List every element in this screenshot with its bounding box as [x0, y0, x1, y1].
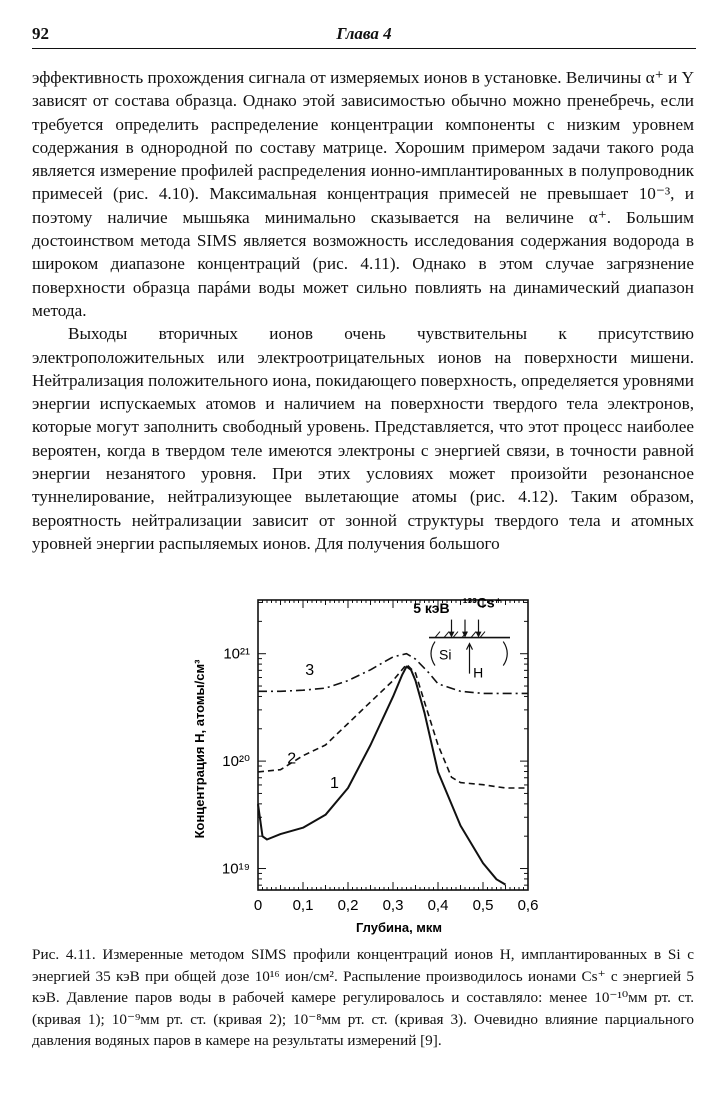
inset-implant-label: H	[473, 664, 484, 681]
inset-h-bracket	[503, 642, 507, 666]
series-1-line	[258, 664, 506, 885]
plot-frame	[258, 600, 528, 890]
y-tick-label: 10²⁰	[222, 753, 250, 771]
x-tick-label: 0	[253, 897, 263, 914]
series-1-label: 1	[330, 774, 339, 792]
series-3-label: 3	[305, 662, 315, 680]
inset-hatch	[444, 632, 449, 638]
concentration-profile-chart	[180, 588, 560, 938]
inset-energy-label: 5 кэВ	[413, 599, 450, 616]
inset-ion-label: ¹³³Cs⁺	[462, 594, 503, 611]
inset-implant-arrow	[467, 644, 473, 674]
inset-si-bracket	[431, 642, 435, 666]
series-2-label: 2	[287, 750, 297, 768]
x-tick-label: 0,5	[472, 897, 494, 914]
page-number: 92	[32, 24, 49, 43]
x-tick-label: 0,2	[337, 897, 359, 914]
figure-4-11	[180, 588, 560, 938]
x-axis-label: Глубина, мкм	[355, 920, 443, 935]
x-tick-label: 0,4	[427, 897, 449, 914]
y-axis-label: Концентрация H, атомы/см³	[192, 659, 207, 839]
y-tick-label: 10¹⁹	[221, 860, 250, 878]
series-3-line	[258, 654, 528, 694]
inset-hatch	[435, 632, 440, 638]
inset-hatch	[471, 632, 476, 638]
y-tick-label: 10²¹	[223, 645, 250, 663]
inset-target-label: Si	[439, 646, 452, 663]
paragraph-1: эффективность прохождения сигнала от измеряемых ионов в установке. Величины α⁺ и Y зависят от состава образца. Однако этой зависимостью обычно можно пренебречь, если требуется определить распределение концентрации компоненты с низким уровнем содержания в однородной по составу матрице. Хорошим примером задачи такого рода является измерение профилей распределения ионно-имплантированных в полупроводник примесей (рис. 4.10). Максимальная концентрация примесей не превышает 10⁻³, и поэтому наличие мышьяка минимально сказывается на величине α⁺. Большим достоинством метода SIMS является возможность исследования содержания водорода в широком диапазоне концентраций (рис. 4.11). Однако в этом случае загрязнение поверхности образца парáми воды может сильно повлиять на динамический диапазон метода.	[32, 68, 694, 320]
paragraph-2: Выходы вторичных ионов очень чувствительны к присутствию электроположительных или электроотрицательных ионов на поверхности мишени. Нейтрализация положительного иона, покидающего поверхность, определяется уровнями энергии испускаемых атомов и наличием на поверхности твердого тела электронов, которые могут заполнить свободный уровень. Представляется, что этот процесс наиболее вероятен, когда в твердом теле имеются электроны с энергией связи, в точности равной энергии незанятого уровня. При этих условиях может произойти резонансное туннелирование, нейтрализующее вылетающие атомы (рис. 4.12). Таким образом, вероятность нейтрализации зависит от зонной структуры твердого тела и атомных уровней энергии распыляемых ионов. Для получения большого	[32, 324, 694, 553]
page-header	[32, 24, 696, 46]
series-2-line	[258, 664, 528, 788]
body-text	[32, 66, 694, 555]
caption-text: Рис. 4.11. Измеренные методом SIMS профили концентраций ионов H, имплантированных в Si с энергией 35 кэВ при общей дозе 10¹⁶ ион/см². Распыление производилось ионами Cs⁺ с энергией 5 кэВ. Давление паров воды в рабочей камере регулировалось и составляло: менее 10⁻¹⁰мм рт. ст. (кривая 1); 10⁻⁹мм рт. ст. (кривая 2); 10⁻⁸мм рт. ст. (кривая 3). Очевидно влияние парциального давления водяных паров в камере на результаты измерений [9].	[32, 946, 694, 1050]
x-tick-label: 0,6	[517, 897, 539, 914]
x-tick-label: 0,1	[292, 897, 314, 914]
figure-caption	[32, 944, 694, 1052]
x-tick-label: 0,3	[382, 897, 404, 914]
chapter-title: Глава 4	[336, 24, 392, 43]
header-rule	[32, 48, 696, 49]
